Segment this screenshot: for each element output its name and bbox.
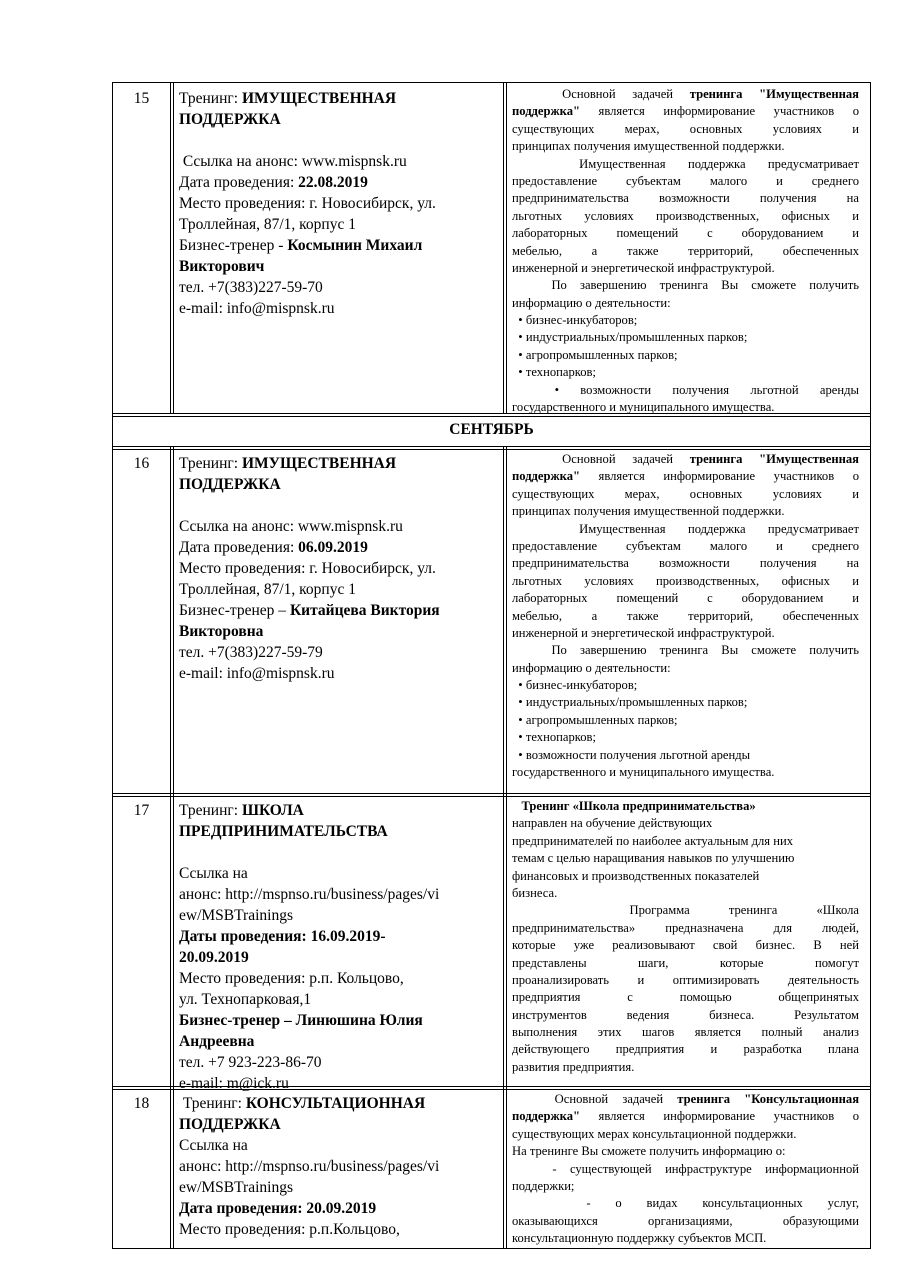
detail-line: анонс: http://mspnso.ru/business/pages/vi	[179, 886, 440, 903]
detail-line: Андреевна	[179, 1033, 255, 1050]
description-line: бизнеса.	[512, 885, 558, 900]
detail-line: Бизнес-тренер - Космынин Михаил	[179, 237, 423, 254]
detail-line: Даты проведения: 16.09.2019-	[179, 928, 386, 945]
description-line: информацию о деятельности:	[512, 660, 671, 675]
row-number: 17	[133, 802, 150, 819]
description-line: государственного и муниципального имущества.	[512, 765, 775, 780]
detail-line: тел. +7(383)227-59-70	[179, 279, 323, 296]
detail-line: ew/MSBTrainings	[179, 1179, 293, 1196]
description-line: Имущественная поддержка предусматривает	[512, 521, 859, 536]
description-line: мебелью, а также территорий, обеспеченных	[512, 608, 859, 623]
description-line: инженерной и энергетической инфраструктурой.	[512, 260, 775, 275]
description-line: государственного и муниципального имущества.	[512, 400, 775, 415]
column-divider	[506, 82, 507, 414]
description-line: Основной задачей тренинга "Имущественная	[512, 452, 859, 466]
month-heading: СЕНТЯБРЬ	[449, 421, 534, 438]
description-line: представлены шаги, которые помогут	[512, 955, 859, 970]
description-line: По завершению тренинга Вы сможете получить	[512, 278, 859, 293]
description-line: предпринимательства возможности получения на	[512, 191, 859, 206]
detail-line: Тренинг: ИМУЩЕСТВЕННАЯ	[179, 90, 397, 107]
description-line: • индустриальных/промышленных парков;	[512, 695, 748, 710]
description-line: поддержка" является информирование участников о	[512, 104, 859, 119]
event-description	[512, 86, 859, 416]
description-line: существующих мерах, основных условиях и	[512, 121, 859, 136]
detail-line: Тренинг: ШКОЛА	[179, 802, 304, 819]
detail-line: Место проведения: р.п. Кольцово,	[179, 970, 404, 987]
detail-line: 20.09.2019	[179, 949, 249, 966]
description-line: - существующей инфраструктуре информационной	[512, 1161, 859, 1176]
description-line: • технопарков;	[512, 365, 596, 380]
detail-line: ПОДДЕРЖКА	[179, 476, 281, 493]
description-line: темам с целью наращивания навыков по улучшению	[512, 851, 795, 866]
description-line: • технопарков;	[512, 730, 596, 745]
column-divider	[503, 82, 504, 414]
description-line: существующих мерах консультационной поддержки.	[512, 1126, 797, 1141]
description-line: - о видах консультационных услуг,	[512, 1196, 859, 1211]
detail-line	[179, 130, 499, 151]
detail-line: ПРЕДПРИНИМАТЕЛЬСТВА	[179, 823, 388, 840]
description-line: поддержка" является информирование участников о	[512, 1109, 859, 1124]
row-number: 18	[133, 1095, 150, 1112]
description-line: льготных условиях производственных, офисных и	[512, 573, 859, 588]
detail-line: ул. Технопарковая,1	[179, 991, 312, 1008]
description-line: Основной задачей тренинга "Консультационная	[512, 1092, 859, 1106]
detail-line: ew/MSBTrainings	[179, 907, 293, 924]
description-line: действующего предприятия и разработка плана	[512, 1042, 859, 1057]
detail-line: Викторович	[179, 258, 265, 275]
event-details	[179, 1093, 499, 1240]
row-number: 16	[133, 455, 150, 472]
description-line: предоставление субъектам малого и среднего	[512, 538, 859, 553]
row-divider	[112, 793, 871, 794]
description-line: существующих мерах, основных условиях и	[512, 486, 859, 501]
event-details	[179, 800, 499, 1094]
detail-line	[179, 842, 499, 863]
description-line: инженерной и энергетической инфраструктурой.	[512, 625, 775, 640]
table-bottom-border	[112, 1248, 871, 1249]
column-divider	[173, 447, 174, 1249]
column-divider	[170, 82, 171, 414]
row-number: 15	[133, 90, 150, 107]
detail-line: Дата проведения: 06.09.2019	[179, 539, 368, 556]
description-line: На тренинге Вы сможете получить информацию о:	[512, 1144, 786, 1159]
description-line: поддержка" является информирование участников о	[512, 469, 859, 484]
event-description	[512, 451, 859, 781]
description-line: поддержки;	[512, 1178, 575, 1193]
description-line: По завершению тренинга Вы сможете получить	[512, 643, 859, 658]
description-line: Программа тренинга «Школа	[512, 903, 859, 918]
column-divider	[173, 82, 174, 414]
description-line: Основной задачей тренинга "Имущественная	[512, 87, 859, 101]
description-line: предпринимателей по наиболее актуальным для них	[512, 833, 793, 848]
description-line: • агропромышленных парков;	[512, 712, 678, 727]
detail-line: Бизнес-тренер – Китайцева Виктория	[179, 602, 440, 619]
detail-line: тел. +7 923-223-86-70	[179, 1054, 322, 1071]
description-line: предоставление субъектам малого и среднего	[512, 173, 859, 188]
detail-line: e-mail: info@mispnsk.ru	[179, 665, 335, 682]
detail-line: Дата проведения: 22.08.2019	[179, 174, 368, 191]
column-divider	[503, 447, 504, 1249]
description-line: инструментов ведения бизнеса. Результатом	[512, 1007, 859, 1022]
description-line: консультационную поддержку субъектов МСП.	[512, 1231, 767, 1246]
description-line: информацию о деятельности:	[512, 295, 671, 310]
row-divider	[112, 449, 871, 450]
description-line: предприятия с помощью общепринятых	[512, 990, 859, 1005]
column-divider	[506, 447, 507, 1249]
detail-line: Ссылка на анонс: www.mispnsk.ru	[179, 153, 407, 170]
description-line: которые уже реализовывают свой бизнес. В ней	[512, 938, 859, 953]
detail-line: Место проведения: г. Новосибирск, ул.	[179, 560, 436, 577]
row-divider	[112, 446, 871, 447]
description-line: принципах получения имущественной поддержки.	[512, 504, 785, 519]
detail-line: Дата проведения: 20.09.2019	[179, 1200, 377, 1217]
detail-line: Тренинг: ИМУЩЕСТВЕННАЯ	[179, 455, 397, 472]
detail-line: ПОДДЕРЖКА	[179, 1116, 281, 1133]
detail-line: Ссылка на	[179, 1137, 248, 1154]
description-line: • возможности получения льготной аренды	[512, 382, 859, 397]
description-line: льготных условиях производственных, офисных и	[512, 208, 859, 223]
detail-line: e-mail: m@ick.ru	[179, 1075, 289, 1092]
description-line: предпринимательства возможности получения на	[512, 556, 859, 571]
column-divider	[170, 447, 171, 1249]
description-line: • бизнес-инкубаторов;	[512, 678, 638, 693]
detail-line: анонс: http://mspnso.ru/business/pages/vi	[179, 1158, 440, 1175]
detail-line: Викторовна	[179, 623, 264, 640]
description-line: финансовых и производственных показателей	[512, 868, 760, 883]
description-line: оказывающихся организациями, образующими	[512, 1213, 859, 1228]
detail-line: ПОДДЕРЖКА	[179, 111, 281, 128]
detail-line: e-mail: info@mispnsk.ru	[179, 300, 335, 317]
row-divider	[112, 796, 871, 797]
description-line: направлен на обучение действующих	[512, 816, 713, 831]
description-line: лабораторных помещений с оборудованием и	[512, 591, 859, 606]
detail-line: Бизнес-тренер – Линюшина Юлия	[179, 1012, 423, 1029]
detail-line	[179, 495, 499, 516]
table-left-border	[112, 82, 113, 1249]
description-line: Имущественная поддержка предусматривает	[512, 156, 859, 171]
detail-line: тел. +7(383)227-59-79	[179, 644, 323, 661]
event-description	[512, 1091, 859, 1248]
detail-line: Место проведения: р.п.Кольцово,	[179, 1221, 400, 1238]
description-line: принципах получения имущественной поддержки.	[512, 139, 785, 154]
event-details	[179, 453, 499, 684]
description-line: проанализировать и оптимизировать деятельность	[512, 972, 859, 987]
detail-line: Троллейная, 87/1, корпус 1	[179, 581, 356, 598]
detail-line: Ссылка на	[179, 865, 248, 882]
description-line: • возможности получения льготной аренды	[512, 747, 751, 762]
description-line: выполнения этих шагов является полный анализ	[512, 1025, 859, 1040]
detail-line: Троллейная, 87/1, корпус 1	[179, 216, 356, 233]
description-line: предпринимательства» предназначена для людей,	[512, 920, 859, 935]
table-top-border	[112, 82, 871, 83]
detail-line: Ссылка на анонс: www.mispnsk.ru	[179, 518, 403, 535]
event-details	[179, 88, 499, 319]
description-line: • индустриальных/промышленных парков;	[512, 330, 748, 345]
description-line: Тренинг «Школа предпринимательства»	[521, 799, 756, 813]
description-line: мебелью, а также территорий, обеспеченных	[512, 243, 859, 258]
description-line: • бизнес-инкубаторов;	[512, 313, 638, 328]
description-line: лабораторных помещений с оборудованием и	[512, 226, 859, 241]
event-description	[512, 798, 859, 1076]
detail-line: Тренинг: КОНСУЛЬТАЦИОННАЯ	[179, 1095, 426, 1112]
description-line: развития предприятия.	[512, 1059, 635, 1074]
description-line: • агропромышленных парков;	[512, 347, 678, 362]
table-right-border	[870, 82, 871, 1249]
detail-line: Место проведения: г. Новосибирск, ул.	[179, 195, 436, 212]
